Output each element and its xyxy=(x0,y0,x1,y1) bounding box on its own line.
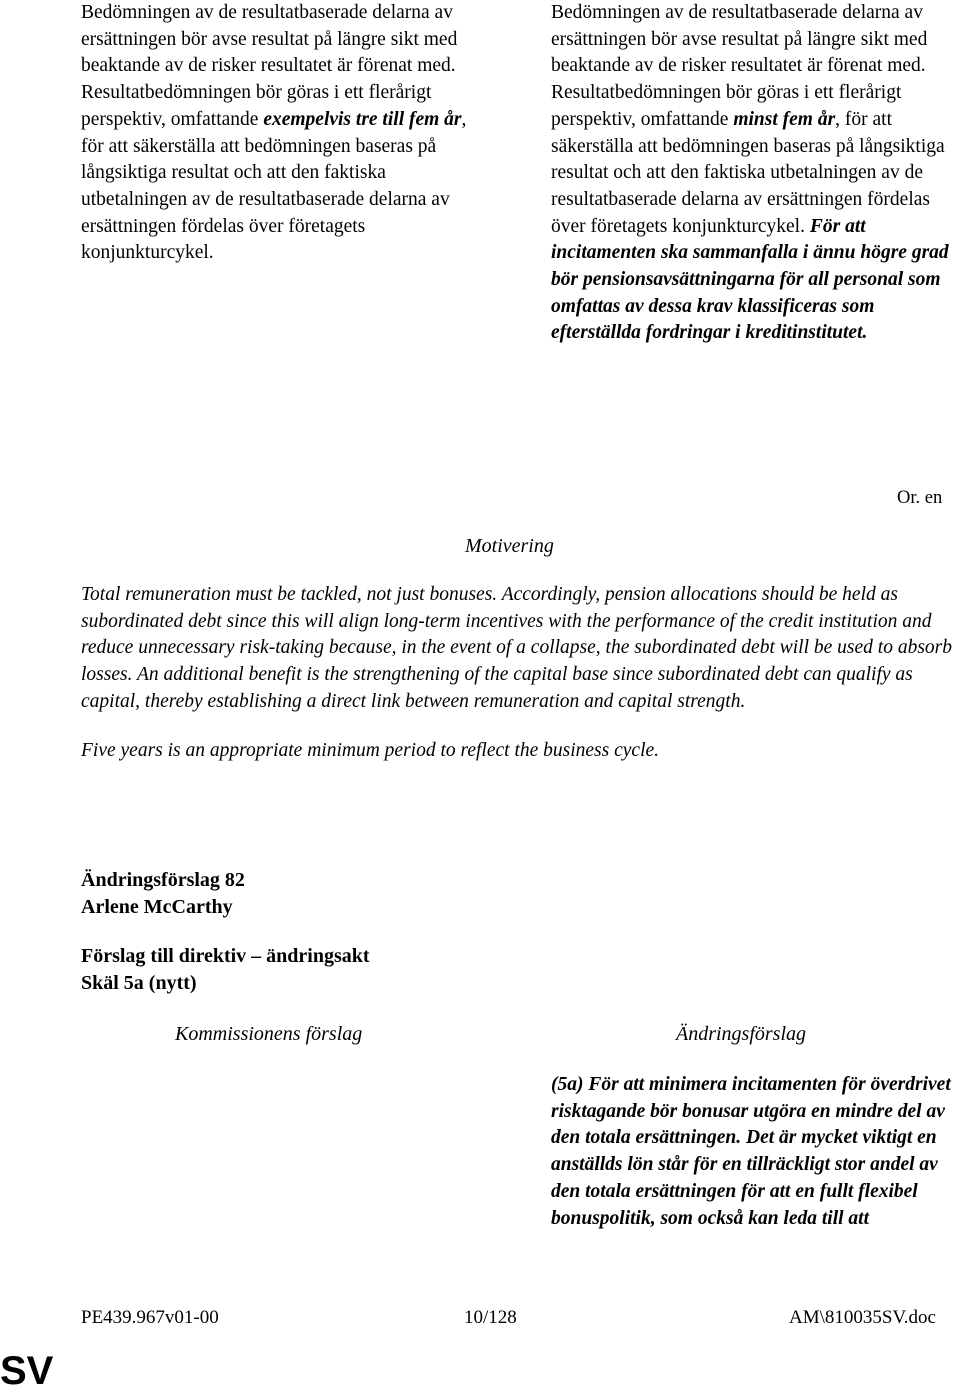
commission-text-column xyxy=(81,0,481,267)
amendment-text-part1: Bedömningen av de resultatbaserade delarna av ersättningen bör avse resultat på längre sikt med beaktande av de risker resultatet är förenat med. Resultatbedömningen bör göras i ett flerårigt perspektiv, omfattande xyxy=(551,2,928,130)
language-code: SV xyxy=(0,1349,54,1393)
procedure-title: Förslag till direktiv – ändringsakt xyxy=(81,945,370,967)
amendment-text-emphasis: minst fem år xyxy=(733,108,836,130)
justification-paragraph: Five years is an appropriate minimum period to reflect the business cycle. xyxy=(81,739,660,761)
amendment-text-paragraph xyxy=(551,0,956,347)
amendment-text-column xyxy=(551,0,956,347)
original-language-label: Or. en xyxy=(897,488,943,508)
footer-doc-ref: PE439.967v01-00 xyxy=(81,1307,219,1328)
amendment-number: Ändringsförslag 82 xyxy=(81,869,245,891)
new-recital-text: (5a) För att minimera incitamenten för överdrivet risktagande bör bonusar utgöra en mindre del av den totala ersättningen. Det är mycket viktigt en anställds lön står för en tillräckligt stor andel av den totala ersättningen för att en fullt flexibel bonuspolitik, som också kan leda till att xyxy=(551,1074,951,1229)
procedure-heading xyxy=(81,943,370,996)
footer-file-name: AM\810035SV.doc xyxy=(789,1307,936,1328)
justification-paragraph: Total remuneration must be tackled, not just bonuses. Accordingly, pension allocations should be held as subordinated debt since this will align long-term incentives with the performance of the credit institution and reduce unnecessary risk-taking because, in the event of a collapse, the subordinated debt will be used to absorb losses. An additional benefit is the strengthening of the capital base since subordinated debt can qualify as capital, thereby establishing a direct link between remuneration and capital strength. xyxy=(81,584,952,712)
recital-label: Skäl 5a (nytt) xyxy=(81,971,197,994)
commission-text-part2: , för att säkerställa att bedömningen baseras på långsiktiga resultat och att den faktiska utbetalningen av de resultatbaserade delarna av ersättningen fördelas över företagets konjunkturcykel. xyxy=(81,108,467,264)
amendment-text-emphasis-2: För att incitamenten ska sammanfalla i ännu högre grad bör pensionsavsättningarna för all personal som omfattas av dessa krav klassificeras som efterställda fordringar i kreditinstitutet. xyxy=(551,215,949,344)
amendment-heading xyxy=(81,867,245,920)
column-header-amendment: Ändringsförslag xyxy=(676,1023,807,1045)
amendment-text-part2: , för att säkerställa att bedömningen baseras på långsiktiga resultat och att den faktiska utbetalningen av de resultatbaserade delarna av ersättningen fördelas över företagets konjunkturcykel. xyxy=(551,108,945,237)
commission-text-part1: Bedömningen av de resultatbaserade delarna av ersättningen bör avse resultat på längre sikt med beaktande av de risker resultatet är förenat med. Resultatbedömningen bör göras i ett flerårigt perspektiv, omfattande xyxy=(81,2,458,130)
commission-text-emphasis: exempelvis tre till fem år xyxy=(263,108,462,130)
justification-heading: Motivering xyxy=(465,535,554,557)
footer-page-number: 10/128 xyxy=(464,1307,517,1328)
amendment-author: Arlene McCarthy xyxy=(81,895,233,918)
commission-text-paragraph xyxy=(81,0,481,267)
justification-body xyxy=(81,582,956,786)
column-header-commission: Kommissionens förslag xyxy=(175,1023,363,1045)
